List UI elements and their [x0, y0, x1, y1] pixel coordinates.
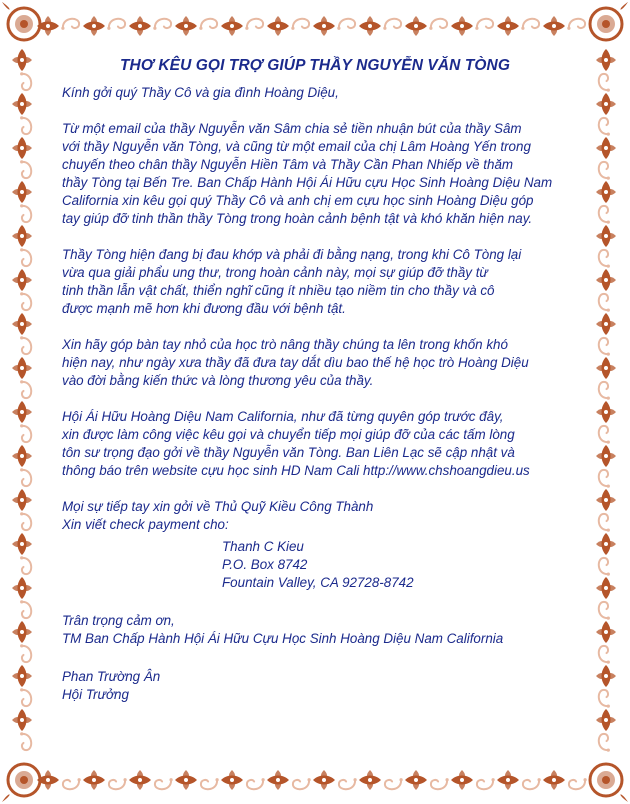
swirl-motif: [383, 19, 401, 30]
ornament-motif: [12, 357, 32, 379]
swirl-motif: [63, 778, 81, 789]
ornament-motif: [313, 16, 335, 36]
corner-ornament: [590, 2, 628, 40]
swirl-motif: [20, 380, 31, 398]
ornament-motif: [596, 621, 616, 643]
paragraph-line: California xin kêu gọi quý Thầy Cô và anh chị em cựu học sinh Hoàng Diệu góp: [62, 193, 534, 208]
ornament-motif: [596, 269, 616, 291]
border-top: [37, 16, 585, 36]
ornament-motif: [175, 770, 197, 790]
ornament-motif: [12, 313, 32, 335]
signature-name: Phan Trường Ân: [62, 669, 161, 684]
ornament-motif: [12, 93, 32, 115]
address-line: Fountain Valley, CA 92728-8742: [222, 575, 414, 590]
ornament-motif: [12, 533, 32, 555]
ornament-motif: [359, 770, 381, 790]
border-left: [12, 49, 32, 750]
ornament-motif: [596, 93, 616, 115]
ornament-motif: [129, 770, 151, 790]
ornament-motif: [405, 16, 427, 36]
ornament-motif: [129, 16, 151, 36]
ornament-motif: [596, 445, 616, 467]
ornament-motif: [221, 770, 243, 790]
border-right: [596, 49, 616, 752]
ornament-motif: [12, 665, 32, 687]
ornament-motif: [596, 313, 616, 335]
paragraph-3: [62, 336, 580, 390]
swirl-motif: [20, 556, 31, 574]
swirl-motif: [477, 778, 495, 789]
swirl-motif: [567, 19, 585, 30]
swirl-motif: [245, 19, 263, 30]
swirl-motif: [599, 382, 610, 400]
swirl-motif: [291, 19, 309, 30]
paragraph-text: thông báo trên website cựu học sinh HD Nam Cali: [62, 463, 363, 478]
paragraph-line: Từ một email của thầy Nguyễn văn Sâm chia sẻ tiền nhuận bút của thầy Sâm: [62, 121, 522, 136]
swirl-motif: [20, 292, 31, 310]
ornament-motif: [221, 16, 243, 36]
paragraph-line: Xin viết check payment cho:: [62, 517, 229, 532]
ornament-motif: [596, 137, 616, 159]
ornament-motif: [12, 269, 32, 291]
address-line: Thanh C Kieu: [222, 539, 304, 554]
swirl-motif: [523, 778, 541, 789]
swirl-motif: [521, 19, 539, 30]
swirl-motif: [293, 778, 311, 789]
paragraph-line: thầy Tòng tại Bến Tre. Ban Chấp Hành Hội Ái Hữu cựu Học Sinh Hoàng Diệu Nam: [62, 175, 553, 190]
paragraph-line: được mạnh mẽ hơn khi đương đầu với bệnh tật.: [62, 301, 346, 316]
mailing-address: [62, 538, 580, 592]
paragraph-line: Xin hãy góp bàn tay nhỏ của học trò nâng thầy chúng ta lên trong khốn khó: [62, 337, 508, 352]
ornament-motif: [497, 16, 519, 36]
swirl-motif: [20, 732, 31, 750]
swirl-motif: [599, 338, 610, 356]
ornament-motif: [596, 709, 616, 731]
swirl-motif: [20, 336, 31, 354]
ornament-motif: [12, 181, 32, 203]
swirl-motif: [431, 778, 449, 789]
paragraph-line: hiện nay, như ngày xưa thầy đã đưa tay dắt dìu bao thế hệ học trò Hoàng Diệu: [62, 355, 529, 370]
swirl-motif: [599, 514, 610, 532]
swirl-motif: [153, 19, 171, 30]
swirl-motif: [20, 600, 31, 618]
ornament-motif: [596, 489, 616, 511]
paragraph-line: Thầy Tòng hiện đang bị đau khớp và phải đi bằng nạng, trong khi Cô Tòng lại: [62, 247, 522, 262]
closing-line: TM Ban Chấp Hành Hội Ái Hữu Cựu Học Sinh Hoàng Diệu Nam California: [62, 631, 504, 646]
ornament-motif: [267, 770, 289, 790]
ornament-motif: [83, 770, 105, 790]
swirl-motif: [599, 206, 610, 224]
ornament-motif: [543, 770, 565, 790]
swirl-motif: [599, 690, 610, 708]
ornament-motif: [12, 577, 32, 599]
ornament-motif: [12, 709, 32, 731]
paragraph-line: Hội Ái Hữu Hoàng Diệu Nam California, như đã từng quyên góp trước đây,: [62, 409, 504, 424]
swirl-motif: [599, 118, 610, 136]
paragraph-line: [62, 462, 580, 480]
ornament-motif: [596, 357, 616, 379]
swirl-motif: [599, 426, 610, 444]
swirl-motif: [599, 646, 610, 664]
swirl-motif: [20, 116, 31, 134]
swirl-motif: [20, 160, 31, 178]
ornament-motif: [596, 665, 616, 687]
ornament-motif: [12, 621, 32, 643]
ornament-motif: [497, 770, 519, 790]
paragraph-line: với thầy Nguyễn văn Tòng, và cũng từ một email của chị Lâm Hoàng Yến trong: [62, 139, 531, 154]
closing: [62, 612, 580, 648]
swirl-motif: [107, 19, 125, 30]
swirl-motif: [61, 19, 79, 30]
swirl-motif: [20, 468, 31, 486]
ornament-motif: [267, 16, 289, 36]
ornament-motif: [12, 445, 32, 467]
paragraph-line: vào đời bằng kiến thức và lòng thương yêu của thầy.: [62, 373, 374, 388]
paragraph-line: vừa qua giải phẩu ung thư, trong hoàn cảnh này, mọi sự giúp đỡ thầy từ: [62, 265, 488, 280]
ornament-motif: [12, 401, 32, 423]
paragraph-line: chuyến theo chân thầy Nguyễn Hiền Tâm và Thầy Cần Phan Nhiếp về thăm: [62, 157, 514, 172]
corner-ornament: [2, 764, 40, 802]
ornament-motif: [596, 225, 616, 247]
ornament-motif: [451, 16, 473, 36]
corner-ornament: [2, 2, 40, 40]
swirl-motif: [155, 778, 173, 789]
swirl-motif: [199, 19, 217, 30]
ornament-motif: [596, 401, 616, 423]
swirl-motif: [599, 602, 610, 620]
swirl-motif: [475, 19, 493, 30]
ornament-motif: [359, 16, 381, 36]
ornament-motif: [596, 533, 616, 555]
paragraph-5: [62, 498, 580, 534]
ornament-motif: [12, 489, 32, 511]
swirl-motif: [339, 778, 357, 789]
ornament-motif: [596, 577, 616, 599]
swirl-motif: [599, 250, 610, 268]
swirl-motif: [429, 19, 447, 30]
paragraph-line: Mọi sự tiếp tay xin gởi về Thủ Quỹ Kiều Công Thành: [62, 499, 374, 514]
paragraph-line: tay giúp đỡ tinh thần thầy Tòng trong hoàn cảnh bệnh tật và khó khăn hiện nay.: [62, 211, 533, 226]
swirl-motif: [20, 248, 31, 266]
signature: [62, 668, 580, 704]
paragraph-line: tôn sư trọng đạo gởi về thầy Nguyễn văn Tòng. Ban Liên Lạc sẽ cập nhật và: [62, 445, 515, 460]
greeting: Kính gởi quý Thầy Cô và gia đình Hoàng Diệu,: [62, 85, 339, 100]
swirl-motif: [569, 778, 587, 789]
ornament-motif: [12, 225, 32, 247]
swirl-motif: [201, 778, 219, 789]
ornament-motif: [175, 16, 197, 36]
swirl-motif: [599, 162, 610, 180]
corner-ornament: [590, 764, 628, 802]
swirl-motif: [20, 204, 31, 222]
signature-title: Hội Trưởng: [62, 687, 129, 702]
swirl-motif: [599, 734, 610, 752]
border-bottom: [37, 770, 587, 790]
swirl-motif: [599, 294, 610, 312]
page-title: THƠ KÊU GỌI TRỢ GIÚP THẦY NGUYỄN VĂN TÒNG: [119, 57, 511, 74]
ornament-motif: [451, 770, 473, 790]
paragraph-4: [62, 408, 580, 480]
swirl-motif: [20, 644, 31, 662]
swirl-motif: [599, 558, 610, 576]
ornament-motif: [83, 16, 105, 36]
swirl-motif: [20, 688, 31, 706]
website-link[interactable]: http://www.chshoangdieu.us: [363, 463, 530, 478]
ornament-motif: [313, 770, 335, 790]
paragraph-line: xin được làm công việc kêu gọi và chuyển tiếp mọi giúp đỡ của các tấm lòng: [62, 427, 515, 442]
swirl-motif: [20, 424, 31, 442]
closing-line: Trân trọng cảm ơn,: [62, 613, 175, 628]
ornament-motif: [12, 137, 32, 159]
swirl-motif: [599, 470, 610, 488]
swirl-motif: [247, 778, 265, 789]
swirl-motif: [599, 74, 610, 92]
letter-body: [62, 52, 580, 704]
paragraph-1: [62, 120, 580, 228]
swirl-motif: [385, 778, 403, 789]
swirl-motif: [109, 778, 127, 789]
paragraph-2: [62, 246, 580, 318]
address-line: P.O. Box 8742: [222, 557, 308, 572]
swirl-motif: [337, 19, 355, 30]
paragraph-line: tinh thần lẫn vật chất, thiển nghĩ cũng ít nhiều tạo niềm tin cho thầy và cô: [62, 283, 495, 298]
swirl-motif: [20, 512, 31, 530]
ornament-motif: [405, 770, 427, 790]
ornament-motif: [543, 16, 565, 36]
ornament-motif: [596, 181, 616, 203]
